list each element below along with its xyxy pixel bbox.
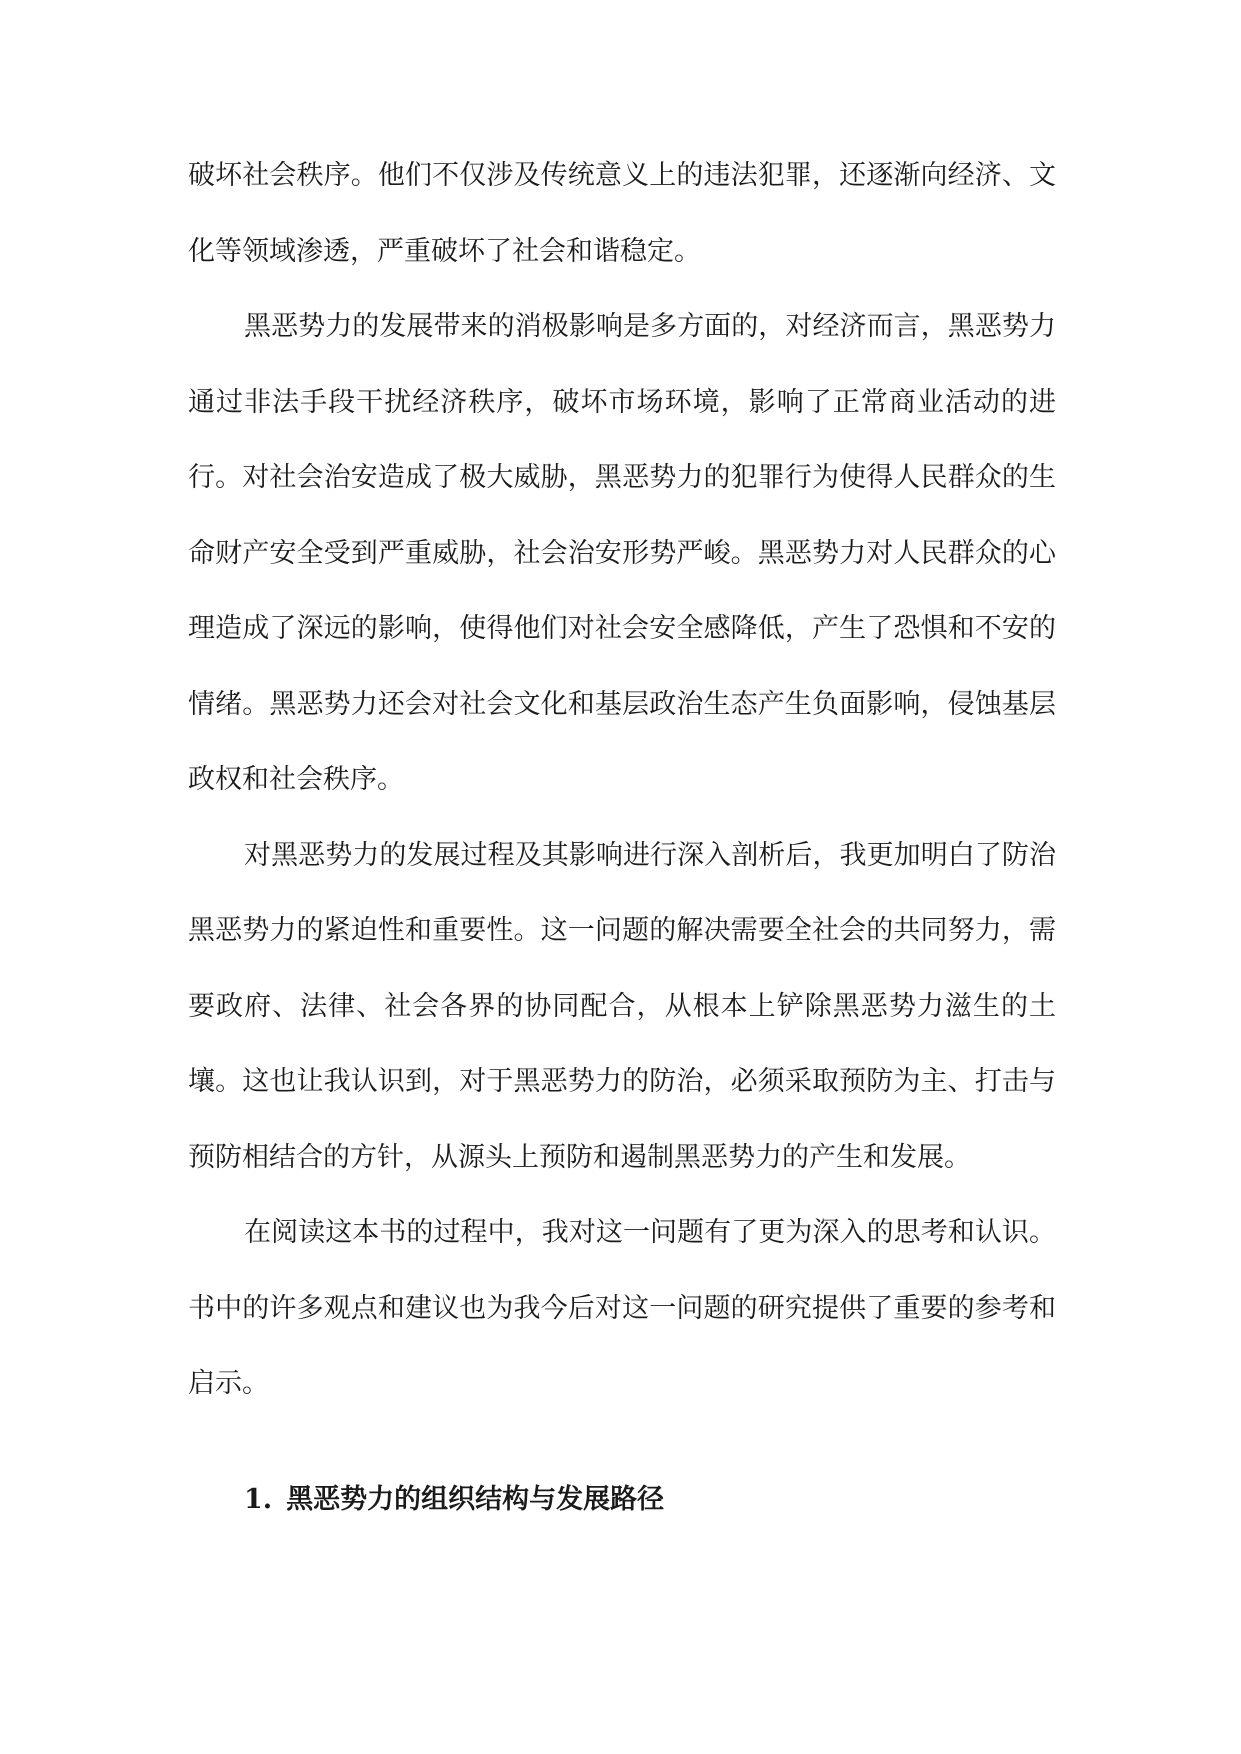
paragraph-reading-reflection: 在阅读这本书的过程中，我对这一问题有了更为深入的思考和认识。书中的许多观点和建议也为我今后对这一问题的研究提供了重要的参考和启示。 [188,1217,1056,1399]
paragraph-negative-impact: 黑恶势力的发展带来的消极影响是多方面的，对经济而言，黑恶势力通过非法手段干扰经济秩序，破坏市场环境，影响了正常商业活动的进行。对社会治安造成了极大威胁，黑恶势力的犯罪行为使得人民群众的生命财产安全受到严重威胁，社会治安形势严峻。黑恶势力对人民群众的心理造成了深远的影响，使得他们对社会安全感降低，产生了恐惧和不安的情绪。黑恶势力还会对社会文化和基层政治生态产生负面影响，侵蚀基层政权和社会秩序。 [188,311,1056,795]
section-number: 1. [244,1483,273,1515]
section-heading [188,1462,1056,1537]
section-title: 黑恶势力的组织结构与发展路径 [286,1483,665,1515]
paragraph-prevention-urgency: 对黑恶势力的发展过程及其影响进行深入剖析后，我更加明白了防治黑恶势力的紧迫性和重要性。这一问题的解决需要全社会的共同努力，需要政府、法律、社会各界的协同配合，从根本上铲除黑恶势力滋生的土壤。这也让我认识到，对于黑恶势力的防治，必须采取预防为主、打击与预防相结合的方针，从源头上预防和遏制黑恶势力的产生和发展。 [188,839,1056,1173]
paragraph-continued: 破坏社会秩序。他们不仅涉及传统意义上的违法犯罪，还逐渐向经济、文化等领域渗透，严重破坏了社会和谐稳定。 [188,160,1056,267]
document-body [188,138,1056,1537]
